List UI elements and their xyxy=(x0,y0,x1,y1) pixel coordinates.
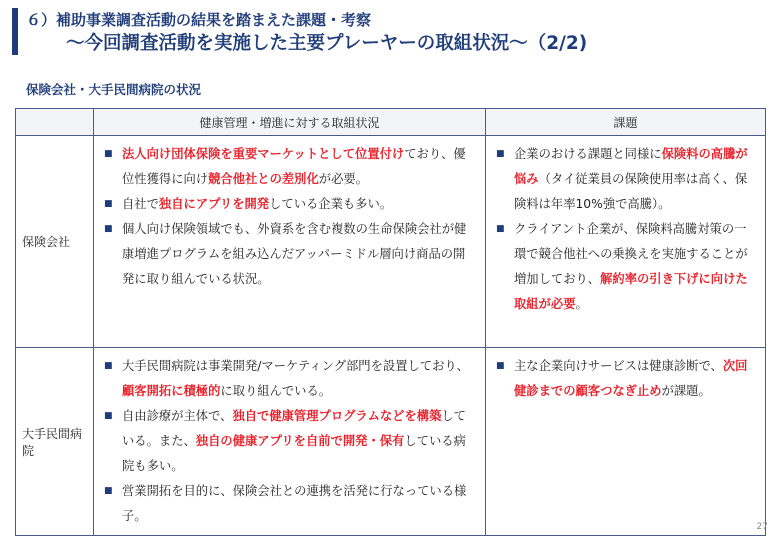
highlight-text: 独自にアプリを開発 xyxy=(158,197,270,211)
body-text: している病院も多い。 xyxy=(122,434,466,473)
list-item xyxy=(492,217,757,317)
status-table xyxy=(15,108,766,536)
body-text: 主な企業向けサービスは健康診断で、 xyxy=(514,359,723,373)
body-text: 営業開拓を目的に、保険会社との連携を活発に行なっている様子。 xyxy=(122,484,467,523)
list-item xyxy=(492,354,757,404)
page-subtitle: ～今回調査活動を実施した主要プレーヤーの取組状況～（2/2) xyxy=(66,33,588,54)
highlight-text: 法人向け団体保険を重要マーケットとして位置付け xyxy=(122,147,405,161)
body-text: に取り組んでいる。 xyxy=(220,384,332,398)
header-empty xyxy=(16,109,94,136)
body-text: 。 xyxy=(575,297,588,311)
body-text: 個人向け保険領域でも、外資系を含む複数の生命保険会社が健康増進プログラムを組み込んだアッパーミドル層向け商品の開発に取り組んでいる状況。 xyxy=(122,222,467,286)
body-text: 大手民間病院は事業開発/マーケティング部門を設置しており、 xyxy=(122,359,469,373)
section-title: 保険会社・大手民間病院の状況 xyxy=(26,82,202,97)
body-text: 自由診療が主体で、 xyxy=(122,409,233,423)
issues-list xyxy=(492,354,757,404)
list-item xyxy=(100,217,477,292)
highlight-text: 競合他社との差別化 xyxy=(208,172,319,186)
issues-list xyxy=(492,142,757,317)
page-title: ６）補助事業調査活動の結果を踏まえた課題・考察 xyxy=(26,11,372,29)
highlight-text: 解約率の引き下げに向けた取組が必要 xyxy=(514,272,748,311)
title-accent-bar xyxy=(12,8,18,55)
table-header-row xyxy=(16,109,766,136)
row-label-hospital: 大手民間病院 xyxy=(16,348,94,536)
page-number: 27 xyxy=(756,522,768,532)
highlight-text: 独自の健康アプリを自前で開発・保有 xyxy=(195,434,405,448)
list-item xyxy=(100,142,477,192)
header-initiatives: 健康管理・増進に対する取組状況 xyxy=(94,109,486,136)
list-item xyxy=(100,404,477,479)
body-text: 自社で xyxy=(122,197,159,211)
body-text: 企業のおける課題と同様に xyxy=(514,147,662,161)
body-text: している。また、 xyxy=(122,409,466,448)
table-row-hospital xyxy=(16,348,766,536)
body-text: が課題。 xyxy=(661,384,711,398)
list-item xyxy=(492,142,757,217)
table-row-insurance xyxy=(16,136,766,348)
body-text: している企業も多い。 xyxy=(269,197,393,211)
highlight-text: 独自で健康管理プログラムなどを構築 xyxy=(232,409,442,423)
highlight-text: 顧客開拓に積極的 xyxy=(122,384,221,398)
highlight-text: 保険料の高騰が悩み xyxy=(514,147,748,186)
body-text: が必要。 xyxy=(318,172,368,186)
initiatives-list xyxy=(100,142,477,292)
list-item xyxy=(100,354,477,404)
body-text: ており、優位性獲得に向け xyxy=(122,147,466,186)
list-item xyxy=(100,192,477,217)
highlight-text: 次回健診までの顧客つなぎ止め xyxy=(514,359,748,398)
body-text: クライアント企業が、保険料高騰対策の一環で競合他社への乗換えを実施することが増加しており、 xyxy=(514,222,748,286)
body-text: （タイ従業員の保険使用率は高く、保険料は年率10%強で高騰）。 xyxy=(514,172,748,211)
row-label-insurance: 保険会社 xyxy=(16,136,94,348)
initiatives-list xyxy=(100,354,477,529)
header-issues: 課題 xyxy=(486,109,766,136)
list-item xyxy=(100,479,477,529)
